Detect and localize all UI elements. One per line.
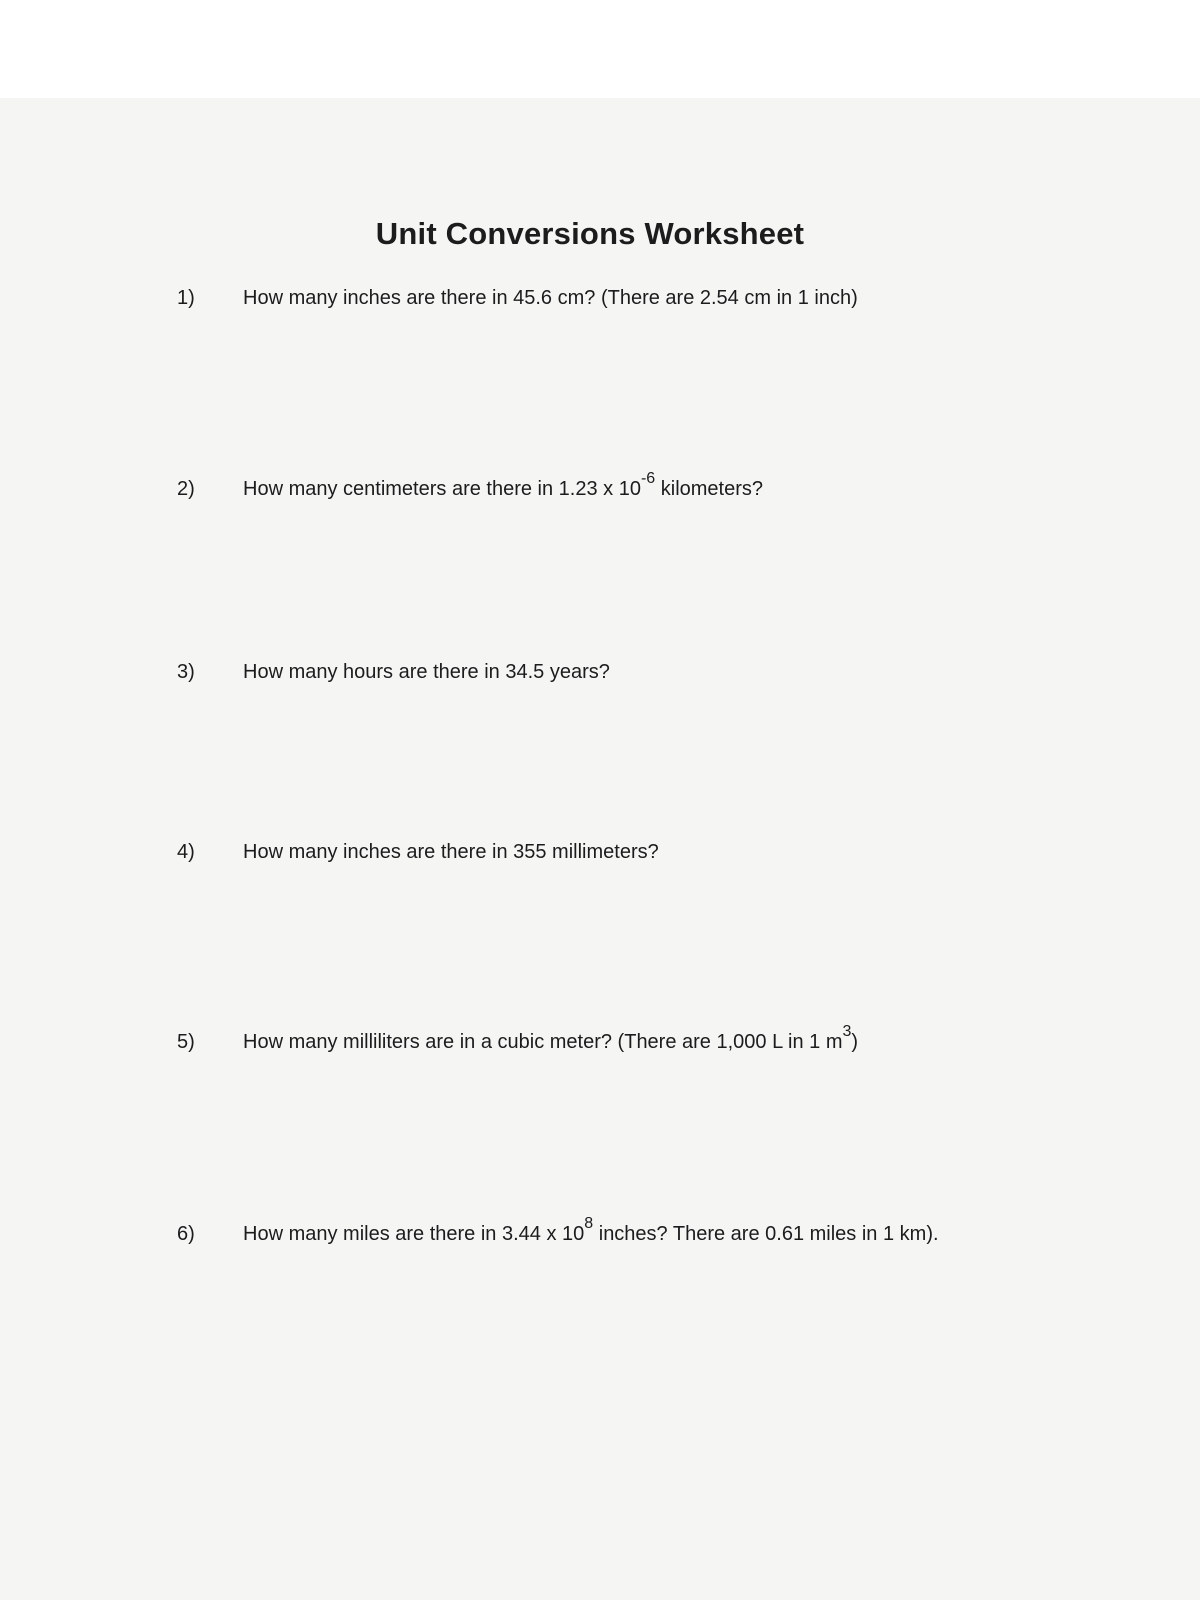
question-text-before: How many miles are there in 3.44 x 10 <box>243 1223 585 1245</box>
question-text: How many inches are there in 355 millimeters? <box>243 841 659 863</box>
exponent: 8 <box>584 1215 594 1232</box>
question-number: 3) <box>177 661 195 683</box>
question-text <box>243 470 1003 505</box>
question-text: How many inches are there in 45.6 cm? (There are 2.54 cm in 1 inch) <box>243 287 858 309</box>
question-text-before: How many centimeters are there in 1.23 x 10 <box>243 478 641 500</box>
question-number: 2) <box>177 478 195 500</box>
exponent: -6 <box>640 470 656 487</box>
question-text <box>243 1023 1003 1058</box>
worksheet-page <box>0 98 1200 1600</box>
question-number: 6) <box>177 1223 195 1245</box>
exponent: 3 <box>842 1023 852 1040</box>
question-text-after: ) <box>851 1031 859 1053</box>
question-number: 1) <box>177 287 195 309</box>
worksheet-title: Unit Conversions Worksheet <box>375 216 805 251</box>
question-number: 5) <box>177 1031 195 1053</box>
question-text: How many hours are there in 34.5 years? <box>243 661 610 683</box>
question-number: 4) <box>177 841 195 863</box>
question-text <box>243 1215 1003 1250</box>
question-text-before: How many milliliters are in a cubic meter? (There are 1,000 L in 1 m <box>243 1031 843 1053</box>
question-text-after: inches? There are 0.61 miles in 1 km). <box>593 1223 939 1245</box>
question-text-after: kilometers? <box>655 478 764 500</box>
